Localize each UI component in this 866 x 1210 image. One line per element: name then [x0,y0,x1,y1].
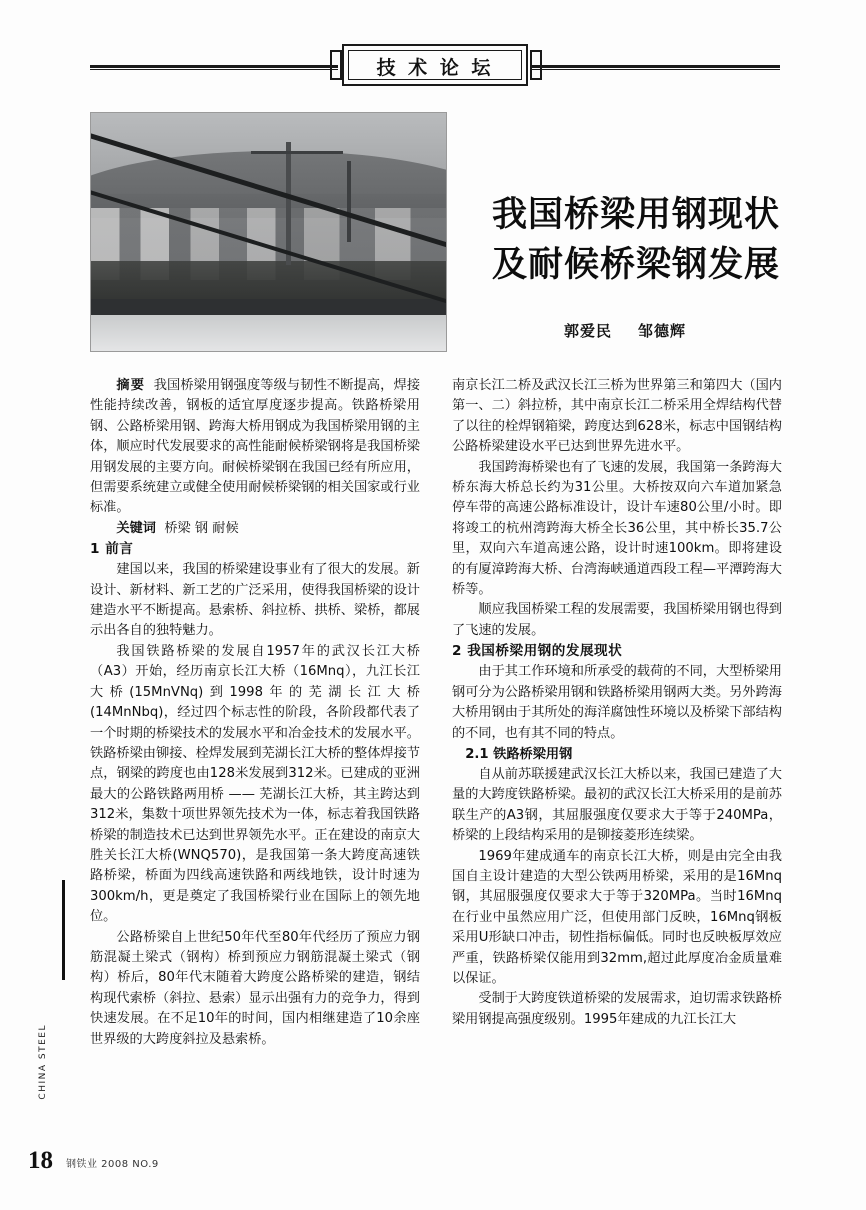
footer-journal-line: 钢铁业 2008 NO.9 [66,1159,159,1170]
right-paragraph-2: 我国跨海桥梁也有了飞速的发展，我国第一条跨海大桥东海大桥总长约为31公里。大桥按双向六车道加紧急停车带的高速公路标准设计，设计车速80公里/小时。即将竣工的杭州湾跨海大桥全长36公里，其中桥长35.7公里，双向六车道高速公路，设计时速100km。即将建设的有厦漳跨海大桥、台湾海峡通道西段工程—平潭跨海大桥等。 [452,459,782,598]
right-paragraph-4: 由于其工作环境和所承受的载荷的不同，大型桥梁用钢可分为公路桥梁用钢和铁路桥梁用钢两大类。另外跨海大桥用钢由于其所处的海洋腐蚀性环境以及桥梁下部结构的不同，也有其不同的特点。 [452,664,782,741]
right-paragraph-5: 自从前苏联援建武汉长江大桥以来，我国已建造了大量的大跨度铁路桥梁。最初的武汉长江大桥采用的是前苏联生产的A3钢，其屈服强度仅要求大于等于240MPa，桥梁的上段结构采用的是铆接菱形连续梁。 [452,766,782,844]
right-paragraph-6: 1969年建成通车的南京长江大桥，则是由完全由我国自主设计建造的大型公铁两用桥梁，采用的是16Mnq钢，其屈服强度仅要求大于等于320MPa。当时16Mnq在行业中虽然应用广泛，但使用部门反映，16Mnq钢板采用U形缺口冲击，韧性指标偏低。同时也反映板厚效应严重，铁路桥梁仅能用到32mm,超过此厚度冶金质量难以保证。 [452,848,782,986]
article-title [470,190,780,290]
right-paragraph-7: 受制于大跨度铁道桥梁的发展需求，迫切需求铁路桥梁用钢提高强度级别。1995年建成的九江长江大 [452,991,782,1027]
margin-rule [62,880,65,980]
heading-section-1: 1 前言 [90,541,134,558]
journal-side-label: CHINA STEEL [38,1024,48,1100]
article-title-line-2: 及耐候桥梁钢发展 [491,245,780,285]
keywords-paragraph [90,519,420,539]
keywords-text: 桥梁 钢 耐候 [164,520,239,536]
left-paragraph-2: 我国铁路桥梁的发展自1957年的武汉长江大桥（A3）开始，经历南京长江大桥（16Mnq），九江长江大桥(15MnVNq)到1998年的芜湖长江大桥(14MnNbq)，经过四个标志性的阶段，各阶段都代表了一个时期的桥梁技术的发展水平和冶金技术的发展水平。铁路桥梁由铆接、栓焊发展到芜湖长江大桥的整体焊接节点，钢梁的跨度也由128米发展到312米。已建成的亚洲最大的公路铁路两用桥 —— 芜湖长江大桥，其主跨达到312米，集数十项世界领先技术为一体，标志着我国铁路桥梁的制造技术已达到世界领先水平。正在建设的南京大胜关长江大桥(WNQ570)，是我国第一条大跨度高速铁路桥梁，桥面为四线高速铁路和两线地铁，设计时速为300km/h，更是奠定了我国桥梁行业在国际上的领先地位。 [90,643,420,925]
abstract-label: 摘要 [116,378,146,393]
article-title-line-1: 我国桥梁用钢现状 [491,195,780,235]
photo-crane-tower [286,142,291,266]
body-left-column [90,376,420,1050]
article-authors [470,320,780,341]
page-number: 18 [28,1147,53,1174]
author-name-1: 郭爱民 [563,322,612,340]
photo-bridge-deck [91,299,446,316]
article-photo [90,112,447,352]
abstract-text: 我国桥梁用钢强度等级与韧性不断提高，焊接性能持续改善，钢板的适宜厚度逐步提高。铁路桥梁用钢、公路桥梁用钢、跨海大桥用钢成为我国桥梁用钢的主体，顺应时代发展要求的高性能耐候桥梁钢将是我国桥梁用钢发展的主要方向。耐候桥梁钢在我国已经有所应用，但需要系统建立或健全使用耐候桥梁钢的相关国家或行业标准。 [90,378,421,516]
left-paragraph-3: 公路桥梁自上世纪50年代至80年代经历了预应力钢筋混凝土梁式（钢构）桥到预应力钢筋混凝土梁式（钢构）桥后，80年代末随着大跨度公路桥梁的建造，钢结构现代索桥（斜拉、悬索）显示出强有力的竞争力，得到快速发展。在不足10年的时间，国内相继建造了10余座世界级的大跨度斜拉及悬索桥。 [90,929,420,1047]
right-paragraph-1: 南京长江二桥及武汉长江三桥为世界第三和第四大（国内第一、二）斜拉桥，其中南京长江二桥采用全焊结构代替了以往的栓焊钢箱梁，跨度达到628米，标志中国钢结构公路桥梁建设水平已达到世界先进水平。 [452,378,782,455]
right-paragraph-3: 顺应我国桥梁工程的发展需要，我国桥梁用钢也得到了飞速的发展。 [452,602,782,638]
photo-crane-jib [251,151,343,154]
keywords-label: 关键词 [116,520,156,536]
left-paragraph-1: 建国以来，我国的桥梁建设事业有了很大的发展。新设计、新材料、新工艺的广泛采用，使得我国桥梁的设计建造水平不断提高。悬索桥、斜拉桥、拱桥、梁桥，都展示出各自的独特魅力。 [90,562,420,639]
section-banner [90,44,780,88]
author-name-2: 邹德辉 [638,322,687,340]
body-right-column [452,376,782,1030]
heading-section-2-1: 2.1 铁路桥梁用钢 [465,746,573,762]
photo-road [91,315,446,351]
banner-title: 技 术 论 坛 [376,57,494,79]
heading-section-2: 2 我国桥梁用钢的发展现状 [452,643,623,660]
abstract-paragraph [90,376,420,519]
photo-crane-mast [347,161,351,242]
